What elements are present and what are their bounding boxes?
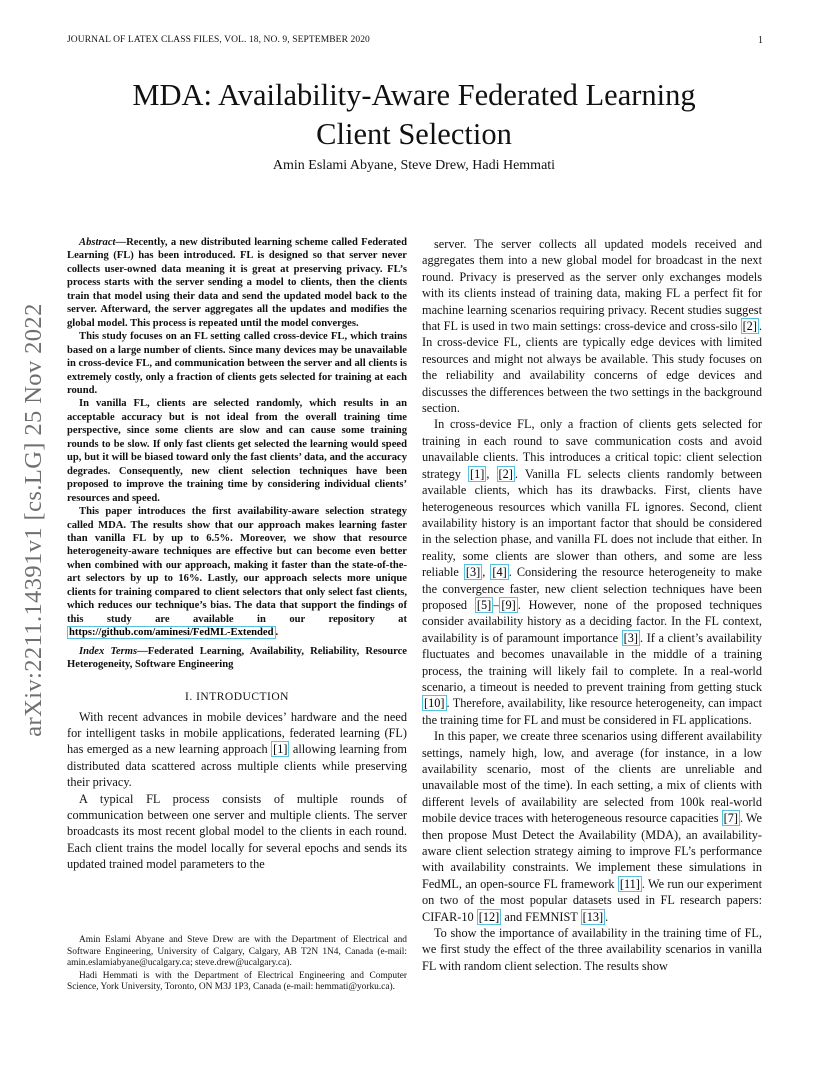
left-column bbox=[67, 236, 407, 873]
footnotes bbox=[67, 935, 407, 994]
arxiv-identifier: arXiv:2211.14391v1 [cs.LG] 25 Nov 2022 bbox=[20, 303, 47, 737]
citation-link[interactable]: [1] bbox=[273, 742, 288, 757]
abstract-paragraph-2: This study focuses on an FL setting called cross-device FL, which trains based on a large number of clients. Since many devices may be unavailable in cross-device FL, and communication between the server and all clients is extremely costly, only a fraction of clients gets selected for training at each round. bbox=[67, 331, 407, 396]
abstract-lead: Abstract bbox=[79, 237, 116, 248]
intro-p1-text-a: With recent advances in mobile devices’ hardware and the need for intelligent tasks in mobile applications, federated learning (FL) has emerged as a new learning approach bbox=[67, 709, 407, 757]
right-p3-text-d: and FEMNIST bbox=[501, 909, 581, 924]
abstract-p4-text: This paper introduces the first availability-aware selection strategy called MDA. The results show that our approach makes learning faster than vanilla FL by up to 6.5%. Moreover, we show that resource heterogeneity-aware techniques are effective but can become even better when combined with our approach, making it faster than the state-of-the-art selectors by up to 16%. Lastly, our approach selects more unique clients for training compared to client selectors that only select fast clients, which reduces our technique’s bias. The data that support the findings of this study are available in our repository at bbox=[67, 506, 407, 625]
title-line-2: Client Selection bbox=[316, 117, 512, 151]
abstract-p1-text: —Recently, a new distributed learning scheme called Federated Learning (FL) has been introduced. FL is designed so that server never collects user-owned data meaning it is great at preserving privacy. FL’s process starts with the server sending a model to clients, then the clients train that model using their data and send the updated model back to the server. Afterward, the server aggregates all the updates and modifies the global model. This process is repeated until the model converges. bbox=[67, 237, 407, 329]
paper-title bbox=[60, 76, 768, 154]
citation-link[interactable]: [5] bbox=[476, 597, 492, 612]
citation-link[interactable]: [3] bbox=[623, 630, 639, 645]
citation-link[interactable]: [13] bbox=[582, 909, 604, 924]
right-p3-text-e: . bbox=[605, 909, 609, 924]
index-terms-lead: Index Terms bbox=[79, 645, 138, 657]
citation-link[interactable]: [11] bbox=[619, 876, 640, 891]
intro-paragraph-1 bbox=[67, 709, 407, 791]
citation-link[interactable]: [1] bbox=[470, 466, 485, 481]
right-p2-text-b: . Vanilla FL selects clients randomly between available clients, which has its drawbacks. First, clients have heterogeneous resources which vanilla FL ignores. Second, client availability history is an important factor that should be considered in the selection phase, and vanilla FL does not include that either. In reality, some clients are slower than others, and some are less reliable bbox=[422, 466, 762, 580]
right-p1-text-a: server. The server collects all updated models received and aggregates them into a new global model for broadcast in the next round. Privacy is preserved as the server only exchanges models with its clients instead of training data, making FL a perfect fit for machine learning scenarios requiring privacy. Recent studies suggest that FL is used in two main settings: cross-device and cross-silo bbox=[422, 237, 762, 334]
page-number: 1 bbox=[758, 35, 763, 46]
citation-link[interactable]: [2] bbox=[498, 466, 513, 481]
citation-link[interactable]: [12] bbox=[478, 909, 500, 924]
abstract-paragraph-1 bbox=[67, 236, 407, 330]
citation-link[interactable]: [7] bbox=[723, 811, 738, 826]
citation-link[interactable]: [2] bbox=[742, 319, 757, 334]
title-line-1: MDA: Availability-Aware Federated Learning bbox=[132, 78, 696, 112]
author-list: Amin Eslami Abyane, Steve Drew, Hadi Hemmati bbox=[272, 158, 556, 173]
right-p2-text-e: . If a client’s availability fluctuates and becomes unavailable in the middle of a training process, the training will likely fail to complete. In a real-world scenario, a timeout is needed to prevent training from getting stuck bbox=[422, 630, 762, 694]
arxiv-sidebar bbox=[14, 280, 54, 760]
right-p1-text-b: . In cross-device FL, clients are typically edge devices with limited resources and might not always be available. This study focuses on the reliability and availability concerns of edge devices and discusses the differences between the two settings in the background section. bbox=[422, 319, 762, 416]
citation-link[interactable]: [10] bbox=[424, 696, 445, 711]
right-paragraph-2 bbox=[422, 416, 762, 728]
right-paragraph-4: To show the importance of availability in the training time of FL, we first study the effect of the three availability scenarios in vanilla FL with random client selection. The results show bbox=[422, 926, 762, 973]
abstract-paragraph-3: In vanilla FL, clients are selected randomly, which results in an acceptable accuracy but is not ideal from the overall training time perspective, since some clients are slow and can cause some training rounds to be slow. If only fast clients get selected the learning would speed up, but it will be biased toward only the fast clients’ data, and the accuracy degrades. Consequently, new client selection techniques have been proposed to improve the training time by considering individual clients’ resources and speed. bbox=[67, 398, 407, 504]
index-terms-text: —Federated Learning, Availability, Reliability, Resource Heterogeneity, Software Engineering bbox=[67, 645, 407, 671]
right-p3-text-b: . We then propose Must Detect the Availability (MDA), an availability-aware client selection strategy aiming to improve FL’s performance with availability constraints. We implement these simulations in FedML, an open-source FL framework bbox=[422, 811, 762, 891]
introduction-body bbox=[67, 709, 407, 873]
right-paragraph-1 bbox=[422, 236, 762, 416]
right-p2-text-a: In cross-device FL, only a fraction of clients gets selected for training in each round to save communication costs and avoid unavailable clients. This introduces a critical topic: client selection strategy bbox=[422, 417, 762, 481]
footnote-1: Amin Eslami Abyane and Steve Drew are with the Department of Electrical and Software Engineering, University of Calgary, Calgary, AB T2N 1N4, Canada (e-mail: amin.eslamiabyane@ucalgary.ca; steve.drew@ucalgary.ca). bbox=[67, 935, 407, 968]
right-p2-text-c: . Considering the resource heterogeneity to make the convergence faster, new client selection techniques have been proposed bbox=[422, 565, 762, 612]
section-heading-introduction: I. INTRODUCTION bbox=[185, 690, 289, 703]
right-paragraph-3 bbox=[422, 728, 762, 925]
abstract bbox=[67, 236, 407, 640]
right-p2-text-f: . Therefore, availability, like resource heterogeneity, can impact the training time for FL and must be considered in FL applications. bbox=[422, 696, 762, 727]
abstract-link-tail: . bbox=[275, 627, 279, 639]
citation-separator: , bbox=[482, 565, 491, 580]
right-p3-text-a: In this paper, we create three scenarios using different availability settings, namely high, low, and average (for instance, in a low availability scenario, most of the clients are unreliable and unavailable most of the time). In each setting, a mix of clients with different levels of availability are selected from 100k real-world mobile device traces with heterogeneous resource capacities bbox=[422, 729, 762, 826]
running-head: JOURNAL OF LATEX CLASS FILES, VOL. 18, NO. 9, SEPTEMBER 2020 bbox=[67, 35, 370, 45]
index-terms bbox=[67, 645, 407, 672]
right-p2-text-d: . However, none of the proposed techniques consider availability history as a deciding factor. In the FL context, availability is of paramount importance bbox=[422, 597, 762, 645]
citation-separator: – bbox=[493, 597, 500, 612]
citation-link[interactable]: [3] bbox=[465, 565, 481, 580]
citation-separator: , bbox=[486, 466, 497, 481]
footnote-2: Hadi Hemmati is with the Department of Electrical Engineering and Computer Science, York University, Toronto, ON M3J 1P3, Canada (e-mail: hemmati@yorku.ca). bbox=[67, 970, 407, 992]
intro-p1-text-b: allowing learning from distributed data scattered across multiple clients while preserving their privacy. bbox=[67, 742, 407, 790]
repository-link[interactable]: https://github.com/aminesi/FedML-Extended bbox=[69, 627, 274, 639]
right-column bbox=[422, 236, 762, 974]
right-p3-text-c: . We run our experiment on two of the most popular datasets used in FL research papers: CIFAR-10 bbox=[422, 876, 762, 924]
intro-paragraph-2: A typical FL process consists of multiple rounds of communication between one server and multiple clients. The server broadcasts its most recent global model to the clients in each round. Each client trains the model locally for several epochs and sends its updated trained model parameters to the bbox=[67, 791, 407, 872]
citation-link[interactable]: [9] bbox=[501, 597, 516, 612]
abstract-paragraph-4 bbox=[67, 505, 407, 640]
citation-link[interactable]: [4] bbox=[492, 565, 507, 580]
